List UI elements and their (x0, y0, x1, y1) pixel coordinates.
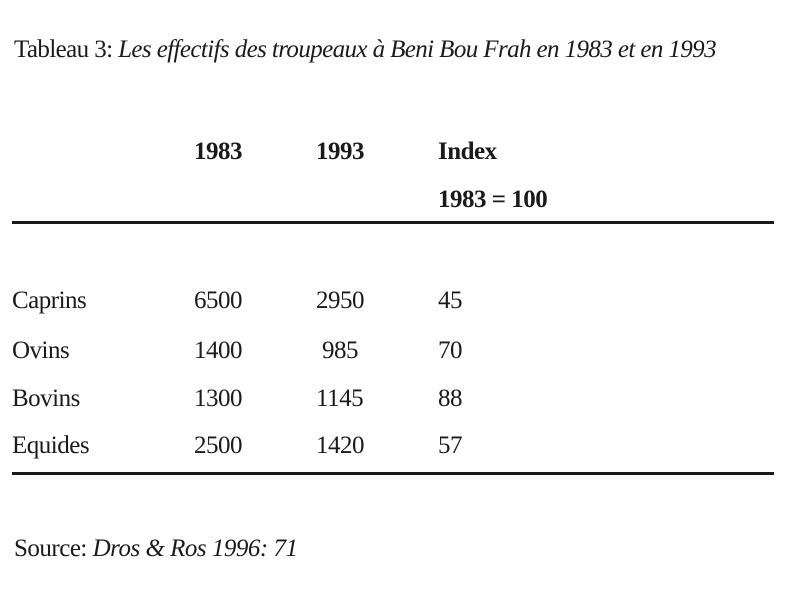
row-label: Equides (12, 432, 90, 459)
caption-title: Les effectifs des troupeaux à Beni Bou Frah en 1983 et en 1993 (118, 36, 716, 63)
cell-index: 45 (438, 287, 462, 314)
table-row (0, 385, 800, 425)
table-caption (14, 36, 716, 64)
row-label: Caprins (12, 287, 87, 314)
row-label: Bovins (12, 385, 80, 412)
header-index-sub: 1983 = 100 (438, 186, 548, 213)
cell-1993: 1420 (316, 432, 364, 459)
cell-1993: 2950 (316, 287, 364, 314)
header-1983: 1983 (194, 138, 242, 165)
table-row (0, 287, 800, 327)
cell-1993: 1145 (316, 385, 364, 412)
cell-1993: 985 (322, 337, 358, 364)
source-label: Source: (14, 535, 87, 562)
cell-1983: 2500 (194, 432, 242, 459)
row-label: Ovins (12, 337, 70, 364)
cell-index: 70 (438, 337, 462, 364)
source-ref: Dros & Ros 1996: 71 (92, 535, 298, 562)
table-bottom-rule (12, 472, 774, 475)
cell-index: 88 (438, 385, 462, 412)
cell-1983: 1300 (194, 385, 242, 412)
header-1993: 1993 (316, 138, 364, 165)
source-note (14, 535, 297, 563)
table-row (0, 432, 800, 472)
table-top-rule (12, 221, 774, 224)
caption-label: Tableau 3: (14, 36, 113, 63)
header-index: Index (438, 138, 497, 165)
cell-1983: 6500 (194, 287, 242, 314)
cell-index: 57 (438, 432, 462, 459)
table-row (0, 337, 800, 377)
cell-1983: 1400 (194, 337, 242, 364)
